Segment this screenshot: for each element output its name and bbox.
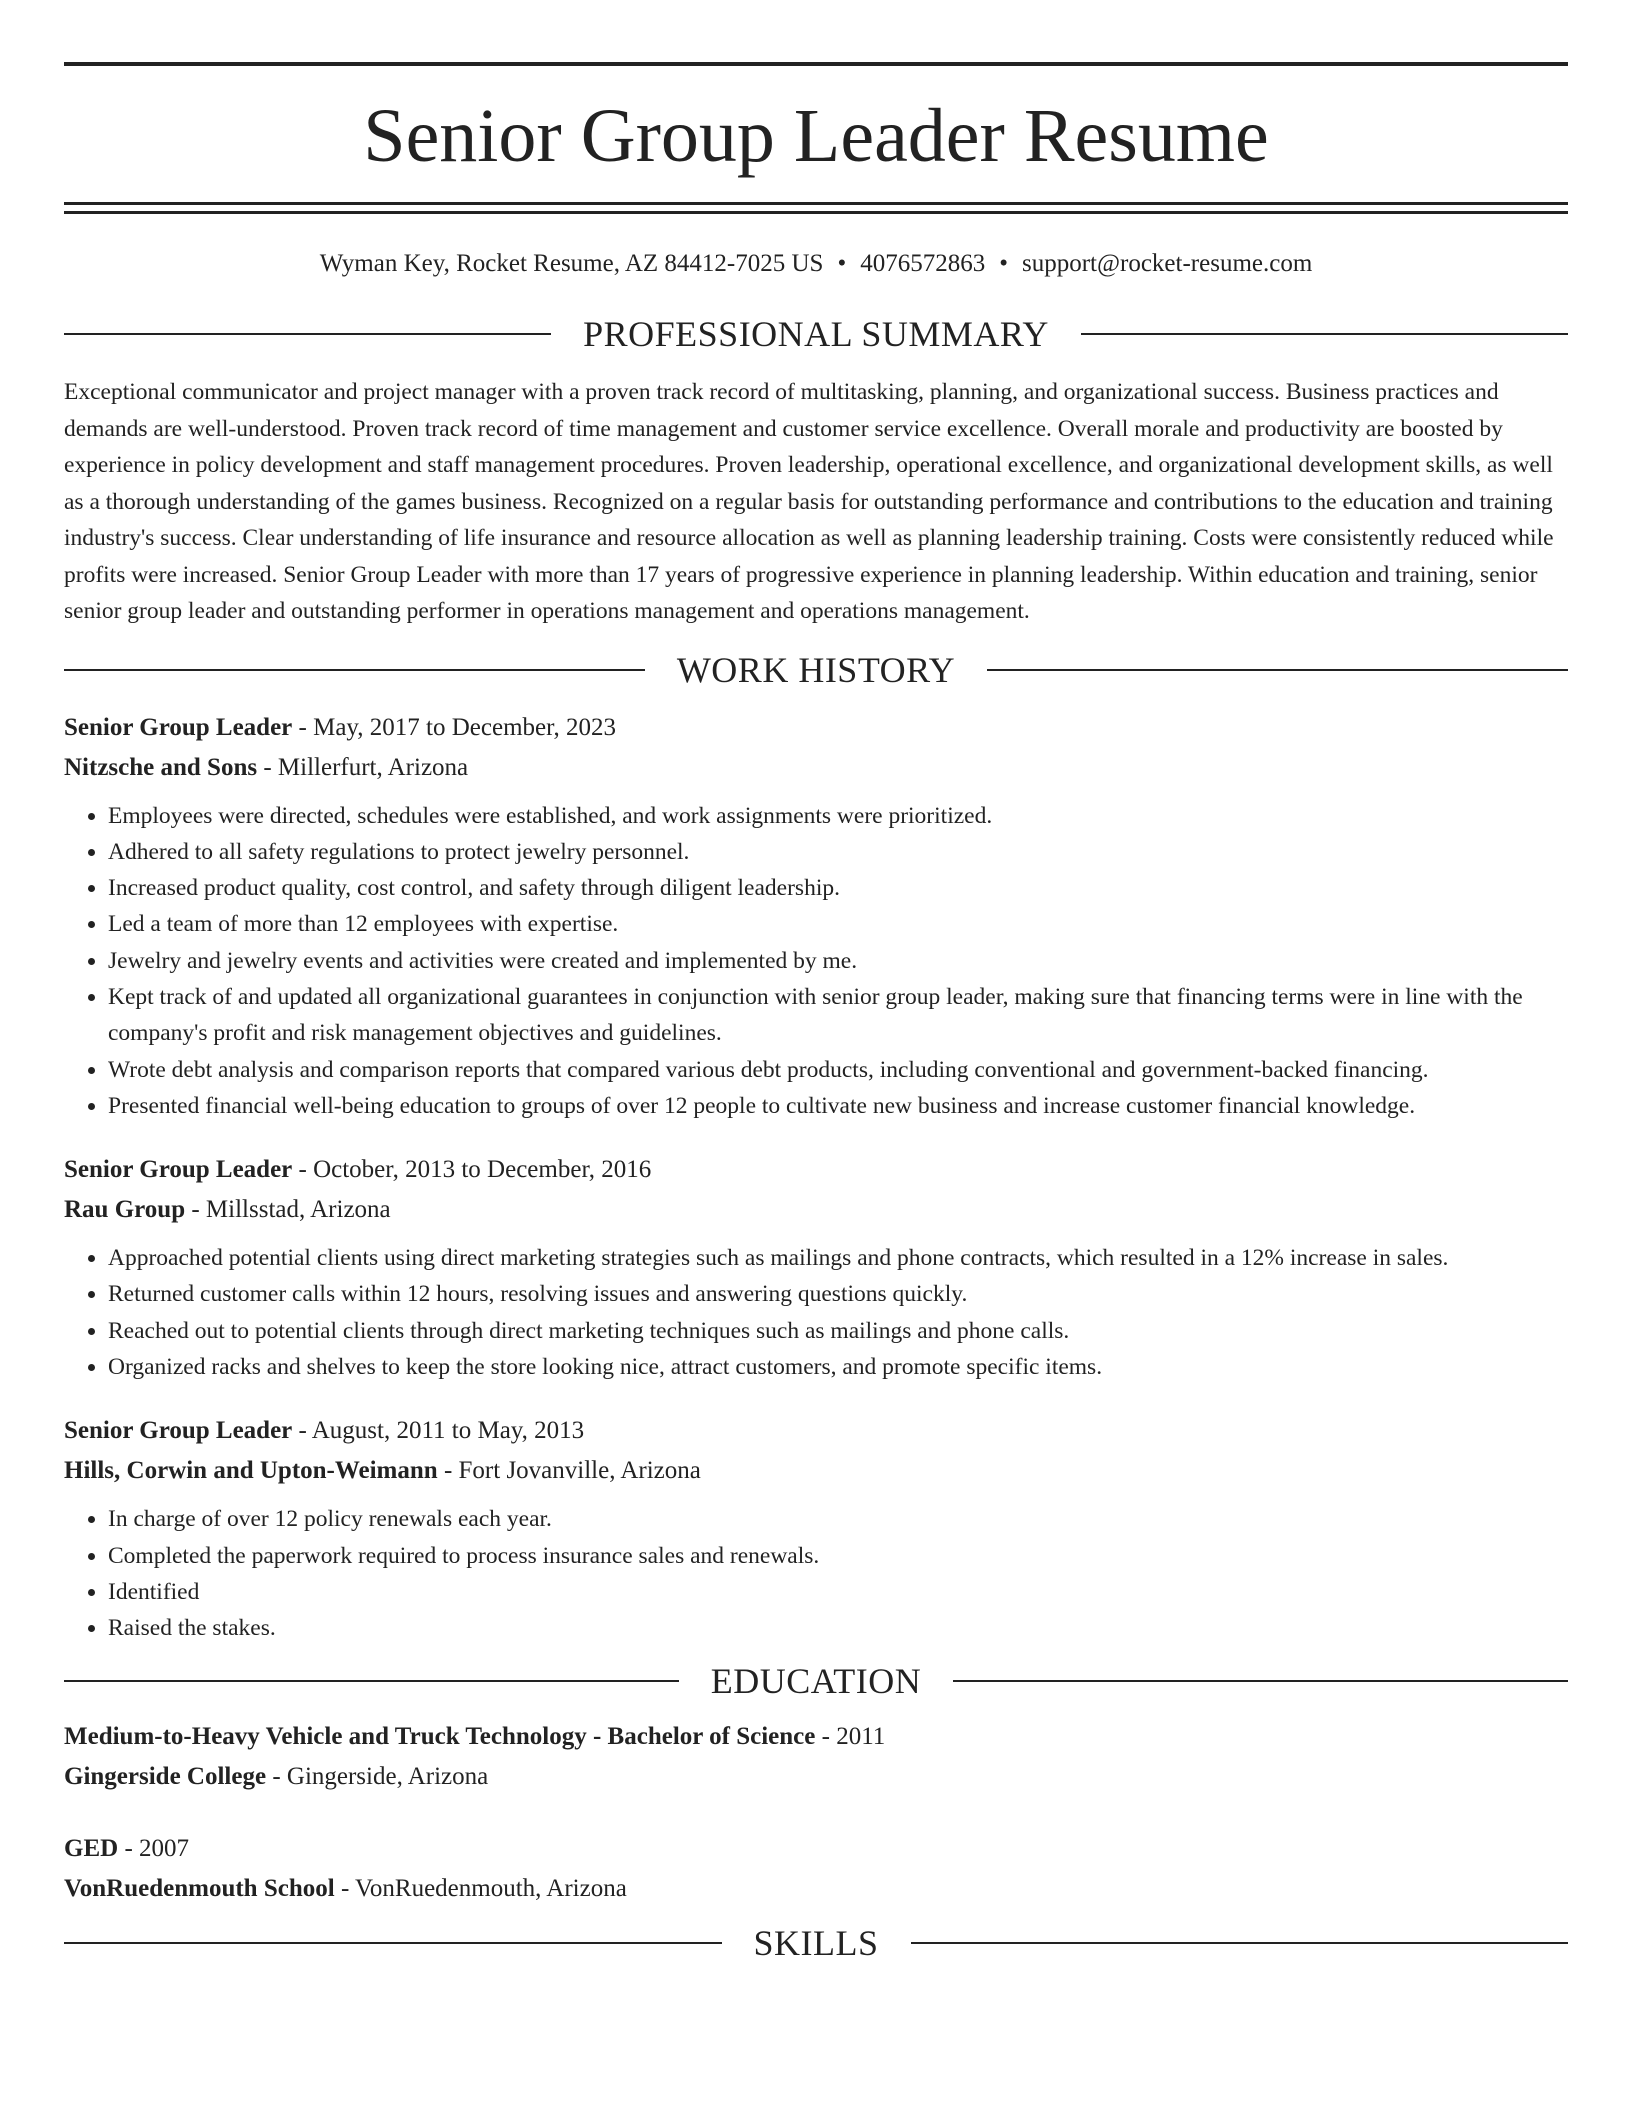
education-school-line — [64, 1869, 1568, 1909]
contact-line — [64, 250, 1568, 278]
job-entry — [64, 708, 1568, 1125]
education-degree-line — [64, 1717, 1568, 1757]
job-company: Hills, Corwin and Upton-Weimann — [64, 1457, 438, 1485]
bullet-item: • Returned customer calls within 12 hours, resolving issues and answering questions quickly. — [108, 1276, 1568, 1312]
job-entry — [64, 1411, 1568, 1646]
education-school-line — [64, 1757, 1568, 1797]
bullet-item: • Organized racks and shelves to keep the store looking nice, attract customers, and promote specific items. — [108, 1349, 1568, 1385]
divider — [1081, 333, 1568, 335]
bullet-item: • Reached out to potential clients through direct marketing techniques such as mailings and phone calls. — [108, 1313, 1568, 1349]
job-location: - Fort Jovanville, Arizona — [437, 1457, 701, 1485]
section-header-education — [64, 1660, 1568, 1701]
job-bullets — [64, 798, 1568, 1125]
education-school: Gingerside College — [64, 1762, 267, 1790]
resume-title: Senior Group Leader Resume — [363, 94, 1269, 178]
job-title: Senior Group Leader — [64, 1156, 293, 1184]
bullet-item: • Increased product quality, cost control, and safety through diligent leadership. — [108, 870, 1568, 906]
education-entry — [64, 1717, 1568, 1797]
section-header-skills — [64, 1922, 1568, 1963]
summary-text: Exceptional communicator and project manager with a proven track record of multitasking, planning, and organizational success. Business practices and demands are well-understood. Proven track record of time management and customer service excellence. Overall morale and productivity are boosted by experience in policy development and staff management procedures. Proven leadership, operational excellence, and organizational development skills, as well as a thorough understanding of the games business. Recognized on a regular basis for outstanding performance and contributions to the education and training industry's success. Clear understanding of life insurance and resource allocation as well as planning leadership training. Costs were consistently reduced while profits were increased. Senior Group Leader with more than 17 years of progressive experience in planning leadership. Within education and training, senior senior group leader and outstanding performer in operations management and operations management. — [64, 379, 1554, 624]
education-location: - VonRuedenmouth, Arizona — [334, 1874, 627, 1902]
job-company-line — [64, 1190, 1568, 1230]
divider — [64, 669, 645, 671]
job-title-line — [64, 1411, 1568, 1451]
divider — [987, 669, 1568, 671]
job-location: - Millerfurt, Arizona — [257, 753, 469, 781]
bullet-item: • Kept track of and updated all organizational guarantees in conjunction with senior group leader, making sure that financing terms were in line with the company's profit and risk management objectives and guidelines. — [108, 979, 1568, 1052]
divider — [64, 1680, 679, 1682]
bullet-item: • Raised the stakes. — [108, 1610, 1568, 1646]
bullet-item: • Completed the paperwork required to process insurance sales and renewals. — [108, 1538, 1568, 1574]
job-bullets — [64, 1501, 1568, 1646]
job-entry — [64, 1150, 1568, 1385]
education-location: - Gingerside, Arizona — [266, 1762, 489, 1790]
divider — [64, 1942, 722, 1944]
education-school: VonRuedenmouth School — [64, 1874, 335, 1902]
divider — [911, 1942, 1569, 1944]
contact-address: Wyman Key, Rocket Resume, AZ 84412-7025 US — [319, 250, 824, 277]
contact-email: support@rocket-resume.com — [1021, 250, 1313, 277]
education-degree: GED — [64, 1834, 119, 1862]
education-year: - 2011 — [815, 1722, 886, 1750]
divider — [64, 333, 551, 335]
education-degree: Medium-to-Heavy Vehicle and Truck Technology - Bachelor of Science — [64, 1722, 816, 1750]
bullet-item: • Presented financial well-being education to groups of over 12 people to cultivate new business and increase customer financial knowledge. — [108, 1088, 1568, 1124]
job-title-line — [64, 1150, 1568, 1190]
bullet-item: • Approached potential clients using direct marketing strategies such as mailings and phone contracts, which resulted in a 12% increase in sales. — [108, 1240, 1568, 1276]
job-dates: - May, 2017 to December, 2023 — [292, 713, 616, 741]
job-dates: - August, 2011 to May, 2013 — [292, 1417, 585, 1445]
job-title-line — [64, 708, 1568, 748]
work-history-list — [64, 708, 1568, 1647]
job-location: - Millsstad, Arizona — [185, 1196, 391, 1224]
bullet-item: • In charge of over 12 policy renewals each year. — [108, 1501, 1568, 1537]
bullet-item: • Identified — [108, 1574, 1568, 1610]
education-degree-line — [64, 1829, 1568, 1869]
section-title: SKILLS — [753, 1922, 879, 1963]
job-company: Nitzsche and Sons — [64, 753, 258, 781]
section-header-work — [64, 649, 1568, 690]
bullet-item: • Jewelry and jewelry events and activities were created and implemented by me. — [108, 943, 1568, 979]
section-title: WORK HISTORY — [676, 649, 956, 690]
section-title: EDUCATION — [710, 1660, 922, 1701]
education-list — [64, 1717, 1568, 1909]
job-title: Senior Group Leader — [64, 713, 293, 741]
bullet-item: • Employees were directed, schedules were established, and work assignments were prioritized. — [108, 798, 1568, 834]
bullet-item: • Led a team of more than 12 employees with expertise. — [108, 906, 1568, 942]
job-company-line — [64, 748, 1568, 788]
education-year: - 2007 — [118, 1834, 190, 1862]
contact-separator: • — [837, 250, 847, 277]
title-double-rule — [64, 202, 1568, 214]
job-company: Rau Group — [64, 1196, 186, 1224]
job-dates: - October, 2013 to December, 2016 — [292, 1156, 652, 1184]
education-entry — [64, 1829, 1568, 1909]
bullet-item: • Adhered to all safety regulations to protect jewelry personnel. — [108, 834, 1568, 870]
contact-phone: 4076572863 — [860, 250, 986, 277]
contact-separator: • — [999, 250, 1008, 277]
job-title: Senior Group Leader — [64, 1417, 293, 1445]
section-header-summary — [64, 316, 1568, 352]
job-company-line — [64, 1451, 1568, 1491]
divider — [953, 1680, 1568, 1682]
section-title: PROFESSIONAL SUMMARY — [583, 314, 1049, 354]
bullet-item: • Wrote debt analysis and comparison reports that compared various debt products, including conventional and government-backed financing. — [108, 1052, 1568, 1088]
job-bullets — [64, 1240, 1568, 1385]
